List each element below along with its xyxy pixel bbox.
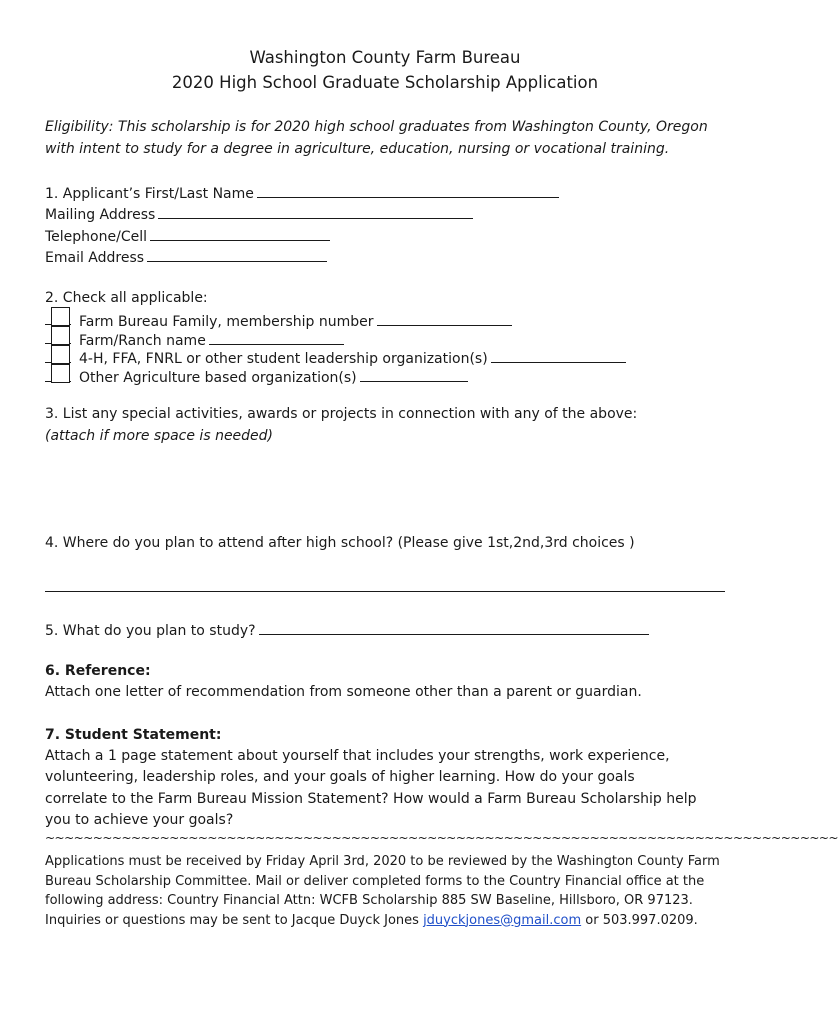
mailing-address-row [45, 204, 473, 223]
form-title: 2020 High School Graduate Scholarship Application [171, 73, 599, 92]
farm-ranch-row [79, 330, 344, 349]
mailing-address-label: Mailing Address [45, 207, 156, 223]
statement-heading: 7. Student Statement: [45, 727, 222, 743]
farm-ranch-checkbox[interactable] [51, 326, 70, 345]
study-row [45, 620, 649, 639]
statement-line-4: you to achieve your goals? [45, 812, 234, 828]
leadership-org-label: 4-H, FFA, FNRL or other student leadership organization(s) [79, 351, 488, 367]
email-field[interactable] [147, 247, 327, 262]
applicant-name-row [45, 183, 559, 202]
leadership-org-field[interactable] [491, 348, 626, 363]
other-ag-org-label: Other Agriculture based organization(s) [79, 370, 357, 386]
submission-text-end: or 503.997.0209. [585, 912, 698, 928]
activities-note: (attach if more space is needed) [45, 428, 274, 444]
organization-title: Washington County Farm Bureau [249, 48, 521, 67]
contact-email-link[interactable]: jduyckjones@gmail.com [423, 912, 582, 928]
eligibility-line-2: with intent to study for a degree in agriculture, education, nursing or vocational training. [45, 141, 670, 157]
tilde-divider: ~~~~~~~~~~~~~~~~~~~~~~~~~~~~~~~~~~~~~~~~~~~~~~~~~~~~~~~~~~~~~~~~~~~~~~~~~~~~~~~~~~~ [45, 831, 838, 845]
reference-heading: 6. Reference: [45, 663, 151, 679]
farm-ranch-label: Farm/Ranch name [79, 333, 206, 349]
leadership-org-checkbox[interactable] [51, 345, 70, 364]
farm-ranch-name-field[interactable] [209, 330, 344, 345]
statement-line-2: volunteering, leadership roles, and your goals of higher learning. How do your goals [45, 769, 635, 785]
reference-text: Attach one letter of recommendation from someone other than a parent or guardian. [45, 684, 642, 700]
attend-answer-line[interactable] [45, 591, 725, 592]
telephone-field[interactable] [150, 226, 330, 241]
other-ag-org-checkbox[interactable] [51, 364, 70, 383]
other-ag-org-field[interactable] [360, 367, 468, 382]
applicant-name-field[interactable] [257, 183, 559, 198]
statement-line-3: correlate to the Farm Bureau Mission Statement? How would a Farm Bureau Scholarship help [45, 791, 697, 807]
farm-bureau-family-checkbox[interactable] [51, 307, 70, 326]
eligibility-line-1: Eligibility: This scholarship is for 2020 high school graduates from Washington County, Oregon [45, 119, 708, 135]
leadership-org-row [79, 348, 626, 367]
farm-bureau-family-row [79, 311, 512, 330]
activities-question: 3. List any special activities, awards or projects in connection with any of the above: [45, 406, 638, 422]
other-ag-org-row [79, 367, 468, 386]
check-applicable-heading: 2. Check all applicable: [45, 290, 208, 306]
farm-bureau-family-label: Farm Bureau Family, membership number [79, 314, 374, 330]
applicant-name-label: 1. Applicant’s First/Last Name [45, 186, 254, 202]
submission-text: Applications must be received by Friday April 3rd, 2020 to be reviewed by the Washington County Farm Bureau Scholarship Committee. Mail or deliver completed forms to the Country Financial office at the following address: Country Financial Attn: WCFB Scholarship 885 SW Baseline, Hillsboro, OR 97123. Inquiries or questions may be sent to Jacque Duyck Jones [45, 854, 720, 928]
email-row [45, 247, 327, 266]
telephone-label: Telephone/Cell [45, 229, 147, 245]
study-field[interactable] [259, 620, 649, 635]
activities-answer-area[interactable] [45, 450, 725, 525]
submission-info [45, 852, 725, 930]
attend-question: 4. Where do you plan to attend after high school? (Please give 1st,2nd,3rd choices ) [45, 535, 635, 551]
telephone-row [45, 226, 330, 245]
email-label: Email Address [45, 250, 145, 266]
statement-line-1: Attach a 1 page statement about yourself that includes your strengths, work experience, [45, 748, 670, 764]
study-question: 5. What do you plan to study? [45, 623, 256, 639]
mailing-address-field[interactable] [158, 204, 473, 219]
membership-number-field[interactable] [377, 311, 512, 326]
